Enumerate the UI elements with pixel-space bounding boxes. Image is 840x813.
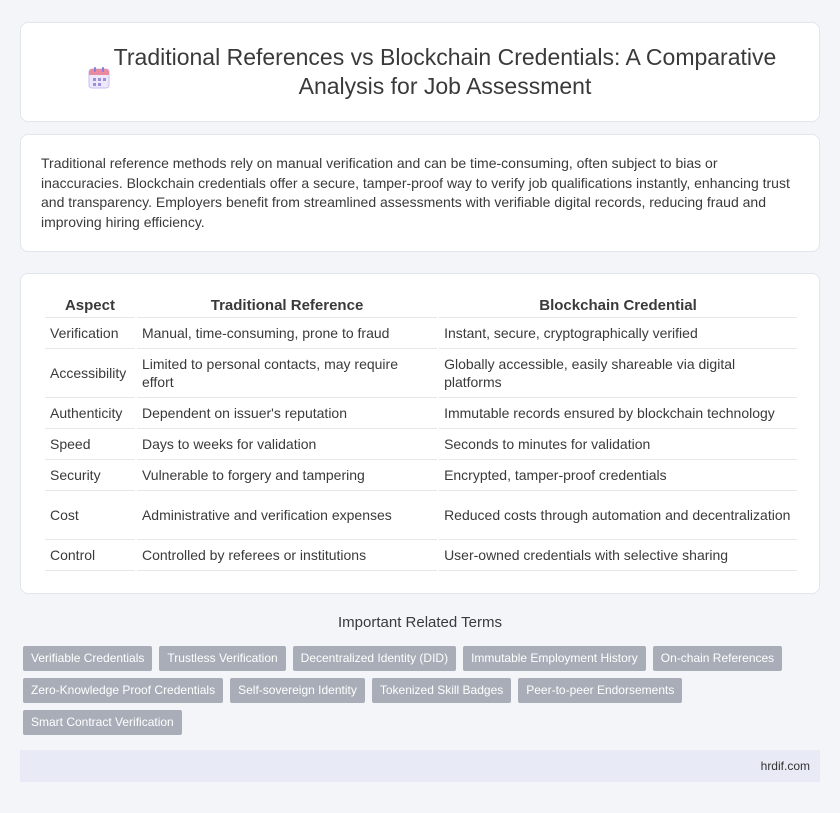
cell-aspect: Verification [45,318,135,349]
cell-traditional: Vulnerable to forgery and tampering [137,460,437,491]
related-term-tag[interactable]: Decentralized Identity (DID) [293,646,456,671]
cell-traditional: Days to weeks for validation [137,429,437,460]
cell-aspect: Accessibility [45,349,135,398]
related-term-tag[interactable]: Tokenized Skill Badges [372,678,511,703]
related-terms-list [23,646,823,735]
cell-aspect: Security [45,460,135,491]
comparison-table [43,296,799,571]
related-term-tag[interactable]: On-chain References [653,646,782,671]
related-term-tag[interactable]: Smart Contract Verification [23,710,182,735]
cell-traditional: Administrative and verification expenses [137,491,437,540]
footer-site-link[interactable]: hrdif.com [760,759,810,773]
calendar-icon [88,67,110,89]
cell-blockchain: Encrypted, tamper-proof credentials [439,460,797,491]
footer [20,750,820,782]
title-container [50,43,790,101]
intro-card [20,134,820,252]
header-aspect: Aspect [45,296,135,318]
cell-aspect: Authenticity [45,398,135,429]
header-blockchain: Blockchain Credential [439,296,797,318]
cell-blockchain: Instant, secure, cryptographically verified [439,318,797,349]
cell-aspect: Cost [45,491,135,540]
header-traditional: Traditional Reference [137,296,437,318]
cell-traditional: Controlled by referees or institutions [137,540,437,571]
cell-aspect: Speed [45,429,135,460]
table-row [45,540,797,571]
related-term-tag[interactable]: Immutable Employment History [463,646,646,671]
page-title: Traditional References vs Blockchain Credentials: A Comparative Analysis for Job Assessment [113,44,777,99]
table-row [45,398,797,429]
related-term-tag[interactable]: Peer-to-peer Endorsements [518,678,682,703]
related-terms-heading: Important Related Terms [338,614,502,631]
table-row [45,349,797,398]
related-term-tag[interactable]: Verifiable Credentials [23,646,152,671]
title-card [20,22,820,122]
cell-traditional: Dependent on issuer's reputation [137,398,437,429]
table-row [45,318,797,349]
table-row [45,491,797,540]
related-term-tag[interactable]: Trustless Verification [159,646,285,671]
related-term-tag[interactable]: Zero-Knowledge Proof Credentials [23,678,223,703]
related-term-tag[interactable]: Self-sovereign Identity [230,678,365,703]
table-header-row [45,296,797,318]
comparison-table-card [20,273,820,594]
cell-blockchain: Reduced costs through automation and decentralization [439,491,797,540]
cell-blockchain: Globally accessible, easily shareable via digital platforms [439,349,797,398]
cell-traditional: Manual, time-consuming, prone to fraud [137,318,437,349]
table-row [45,429,797,460]
cell-blockchain: User-owned credentials with selective sharing [439,540,797,571]
cell-blockchain: Seconds to minutes for validation [439,429,797,460]
intro-paragraph: Traditional reference methods rely on manual verification and can be time-consuming, often subject to bias or inaccuracies. Blockchain credentials offer a secure, tamper-proof way to verify job qualifications instantly, enhancing trust and transparency. Employers benefit from streamlined assessments with verifiable digital records, reducing fraud and improving hiring efficiency. [41,155,790,230]
table-row [45,460,797,491]
cell-aspect: Control [45,540,135,571]
cell-blockchain: Immutable records ensured by blockchain technology [439,398,797,429]
cell-traditional: Limited to personal contacts, may require effort [137,349,437,398]
